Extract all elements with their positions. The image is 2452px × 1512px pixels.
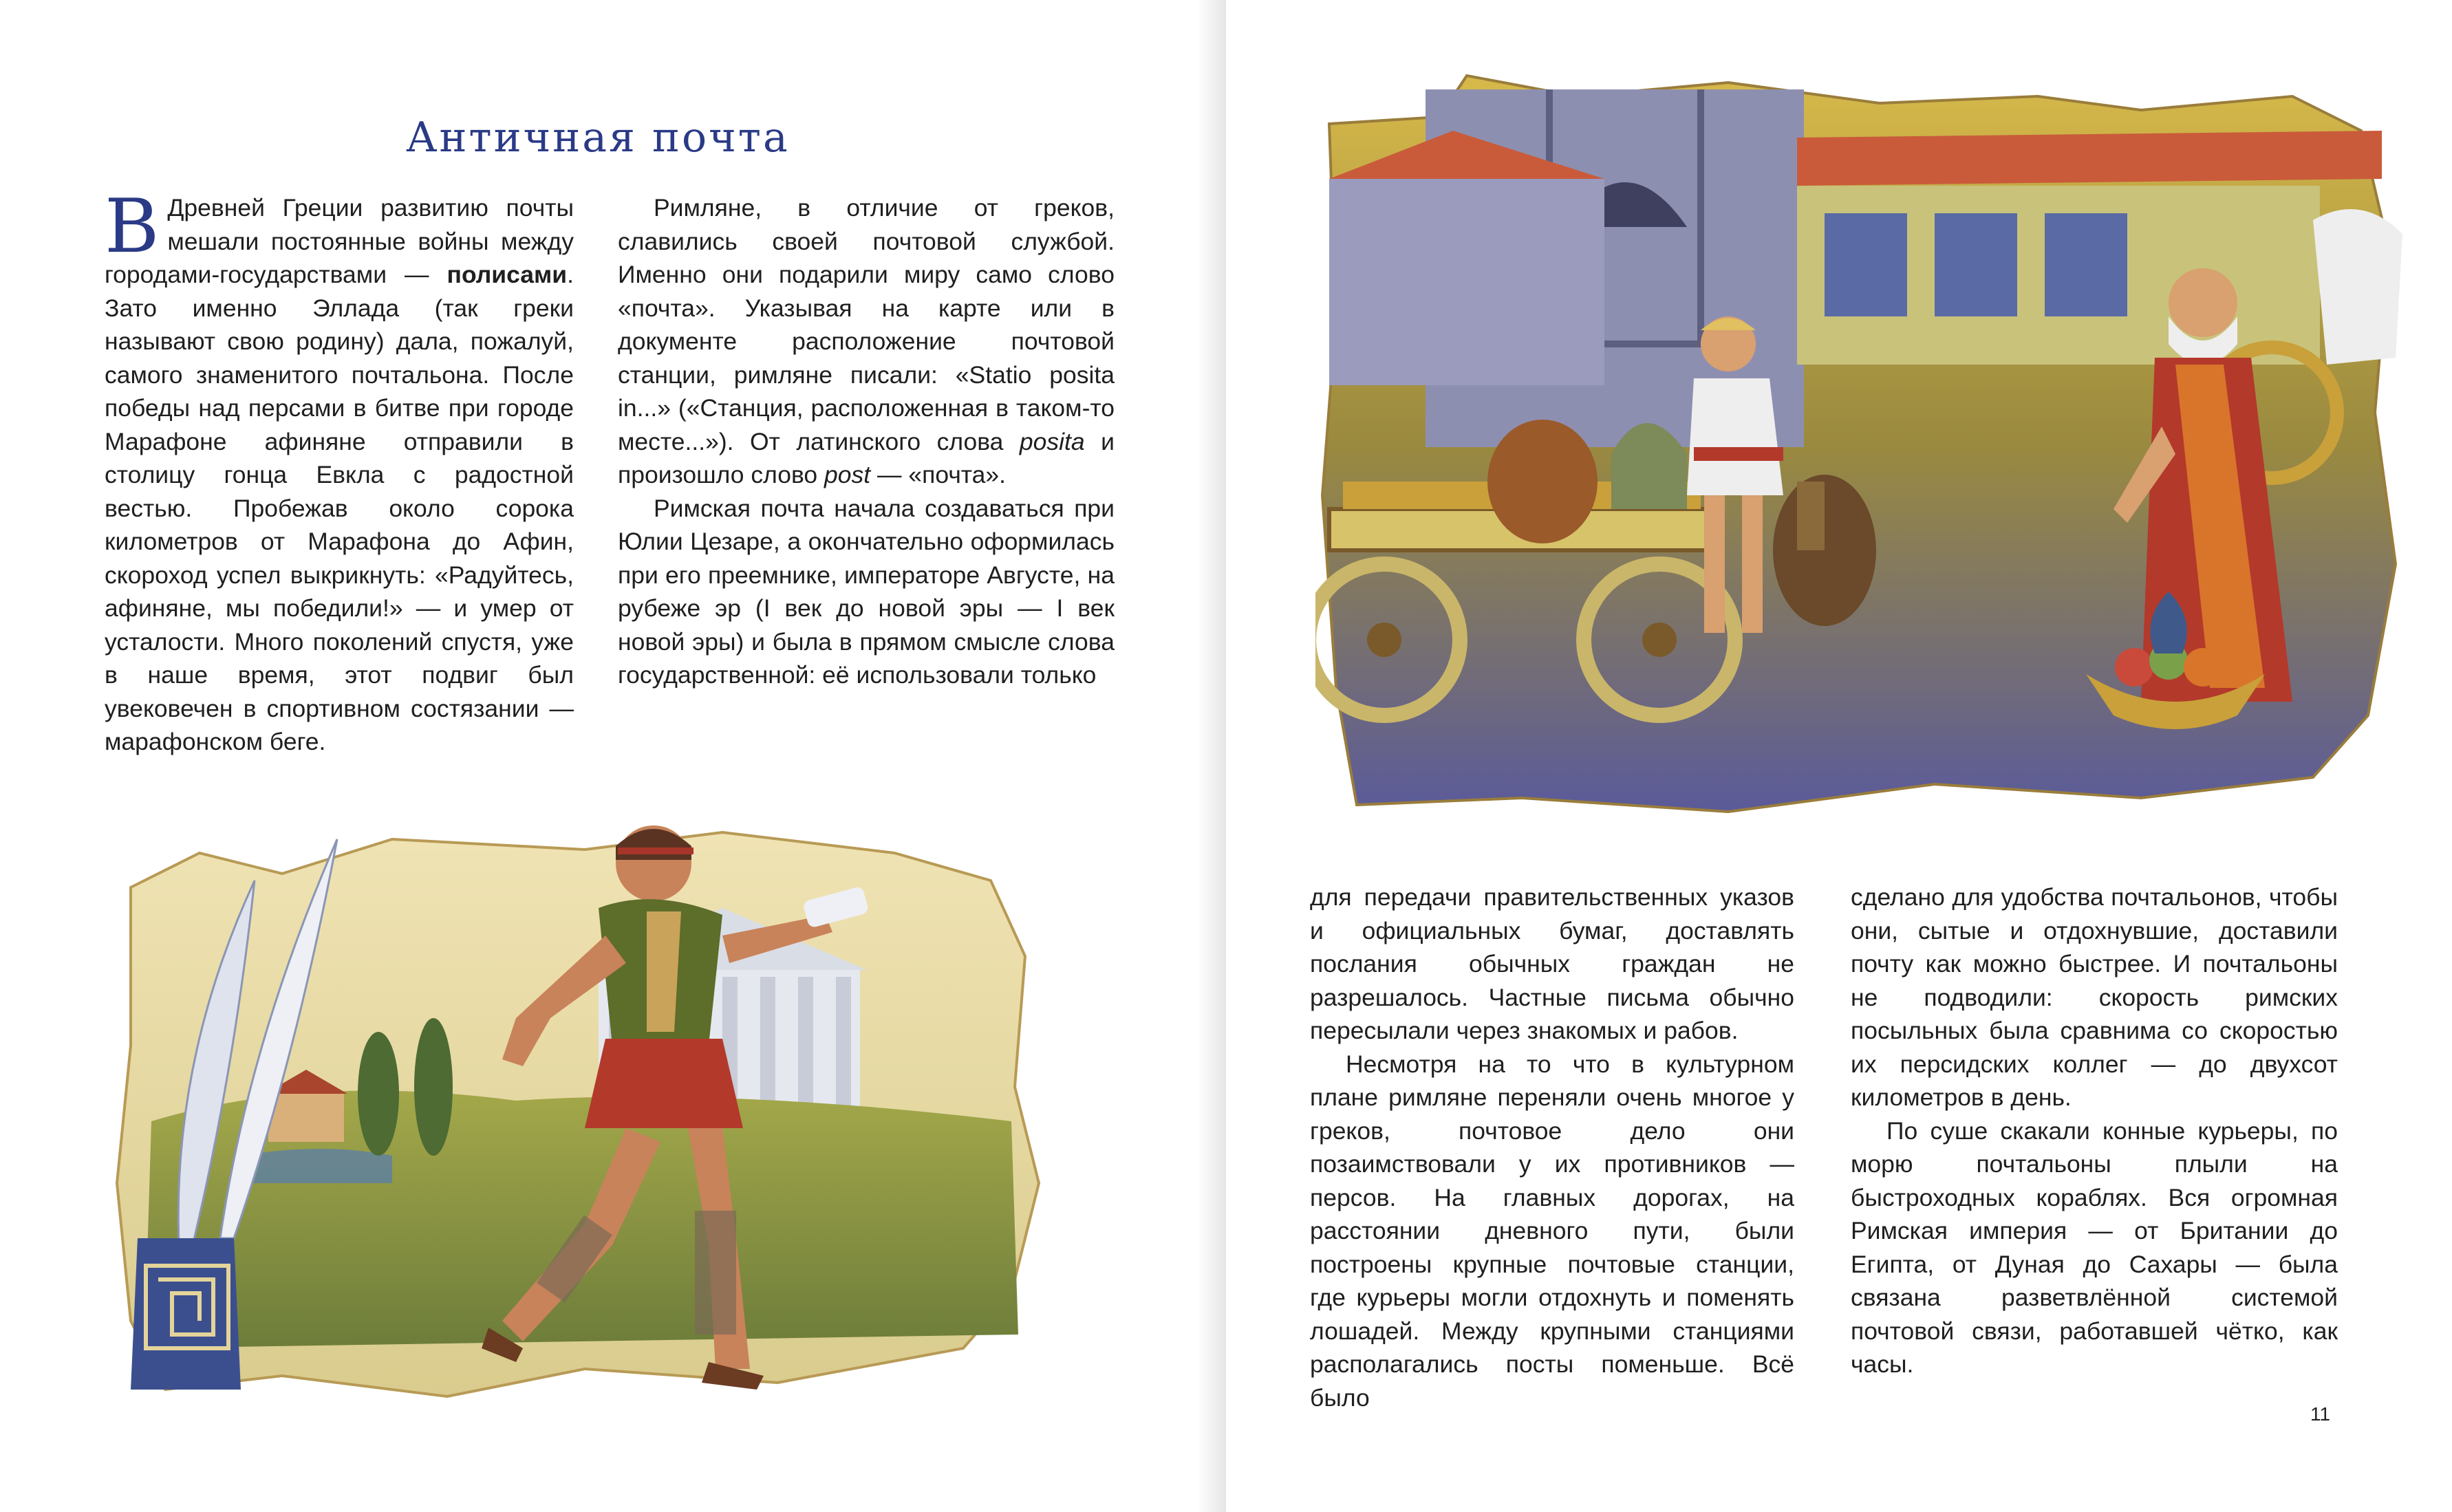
l2-text-b: и произошло слово [618, 427, 1115, 488]
left-column-2 [618, 191, 1115, 692]
runner-illustration [103, 798, 1094, 1417]
l2-text-a: Римляне, в отличие от греков, славились своей почтовой службой. Именно они подарили миру само слово «почта». Указывая на карте или в документе расположение почтовой станции, римляне писали: «Statio posita in...» («Станция, расположенная в таком-то месте...»). От латинского слова [618, 194, 1115, 455]
drop-cap: В [105, 184, 160, 270]
l1-text-b: . Зато именно Эллада (так греки называют свою родину) дала, пожалуй, самого знаменитого почтальона. После победы над персами в битве при городе Марафоне афиняне отправили в столицу гонца Евкла с радостной вестью. Пробежав около сорока километров от Марафона до Афин, скороход успел выкрикнуть: «Радуйтесь, афиняне, мы победили!» — и умер от усталости. Много поколений спустя, уже в наше время, этот подвиг был увековечен в спортивном состязании — марафонском беге. [105, 261, 574, 755]
right-page [1226, 0, 2452, 1512]
right-column-1 [1310, 881, 1794, 1414]
page-title: Античная почта [406, 114, 790, 162]
r1-paragraph-1: для передачи правительственных указов и официальных бумаг, доставлять послания обычных граждан не разрешалось. Частные письма обычно пересылали через знакомых и рабов. [1310, 883, 1794, 1044]
l2-paragraph-1 [618, 191, 1115, 492]
l1-text-a: Древней Греции развитию почты мешали постоянные войны между городами-государствами — [105, 194, 574, 288]
l2-italic-post: post [824, 461, 871, 488]
right-column-2 [1851, 881, 2338, 1381]
page-number: 11 [2310, 1403, 2331, 1425]
l2-text-c: — «почта». [870, 461, 1007, 488]
l2-paragraph-2: Римская почта начала создаваться при Юлии Цезаре, а окончательно оформилась при его преемнике, императоре Августе, на рубеже эр (I век до новой эры — I век новой эры) и была в прямом смысле слова государственной: её использовали только [618, 494, 1115, 689]
r2-paragraph-1: сделано для удобства почтальонов, чтобы они, сытые и отдохнувшие, доставили почту как можно быстрее. И почтальоны не подводили: скорость римских посыльных была сравнима со скоростью их персидских коллег — до двухсот километров в день. [1851, 883, 2338, 1111]
post-station-illustration [1315, 69, 2416, 839]
r2-paragraph-2: По суше скакали конные курьеры, по морю почтальоны плыли на быстроходных кораблях. Вся огромная Римская империя — от Британии до Египта, от Дуная до Сахары — была связана разветвлённой системой почтовой связи, работавшей чётко, как часы. [1851, 1116, 2338, 1378]
l1-bold-term: полисами [447, 261, 568, 288]
left-column-1 [105, 184, 574, 759]
r1-paragraph-2: Несмотря на то что в культурном плане римляне переняли очень многое у греков, почтовое дело они позаимствовали у их противников — персов. На главных дорогах, на расстоянии дневного пути, были построены крупные почтовые станции, где курьеры могли отдохнуть и поменять лошадей. Между крупными станциями располагались посты поменьше. Всё было [1310, 1050, 1794, 1412]
l2-italic-posita: posita [1019, 427, 1085, 455]
